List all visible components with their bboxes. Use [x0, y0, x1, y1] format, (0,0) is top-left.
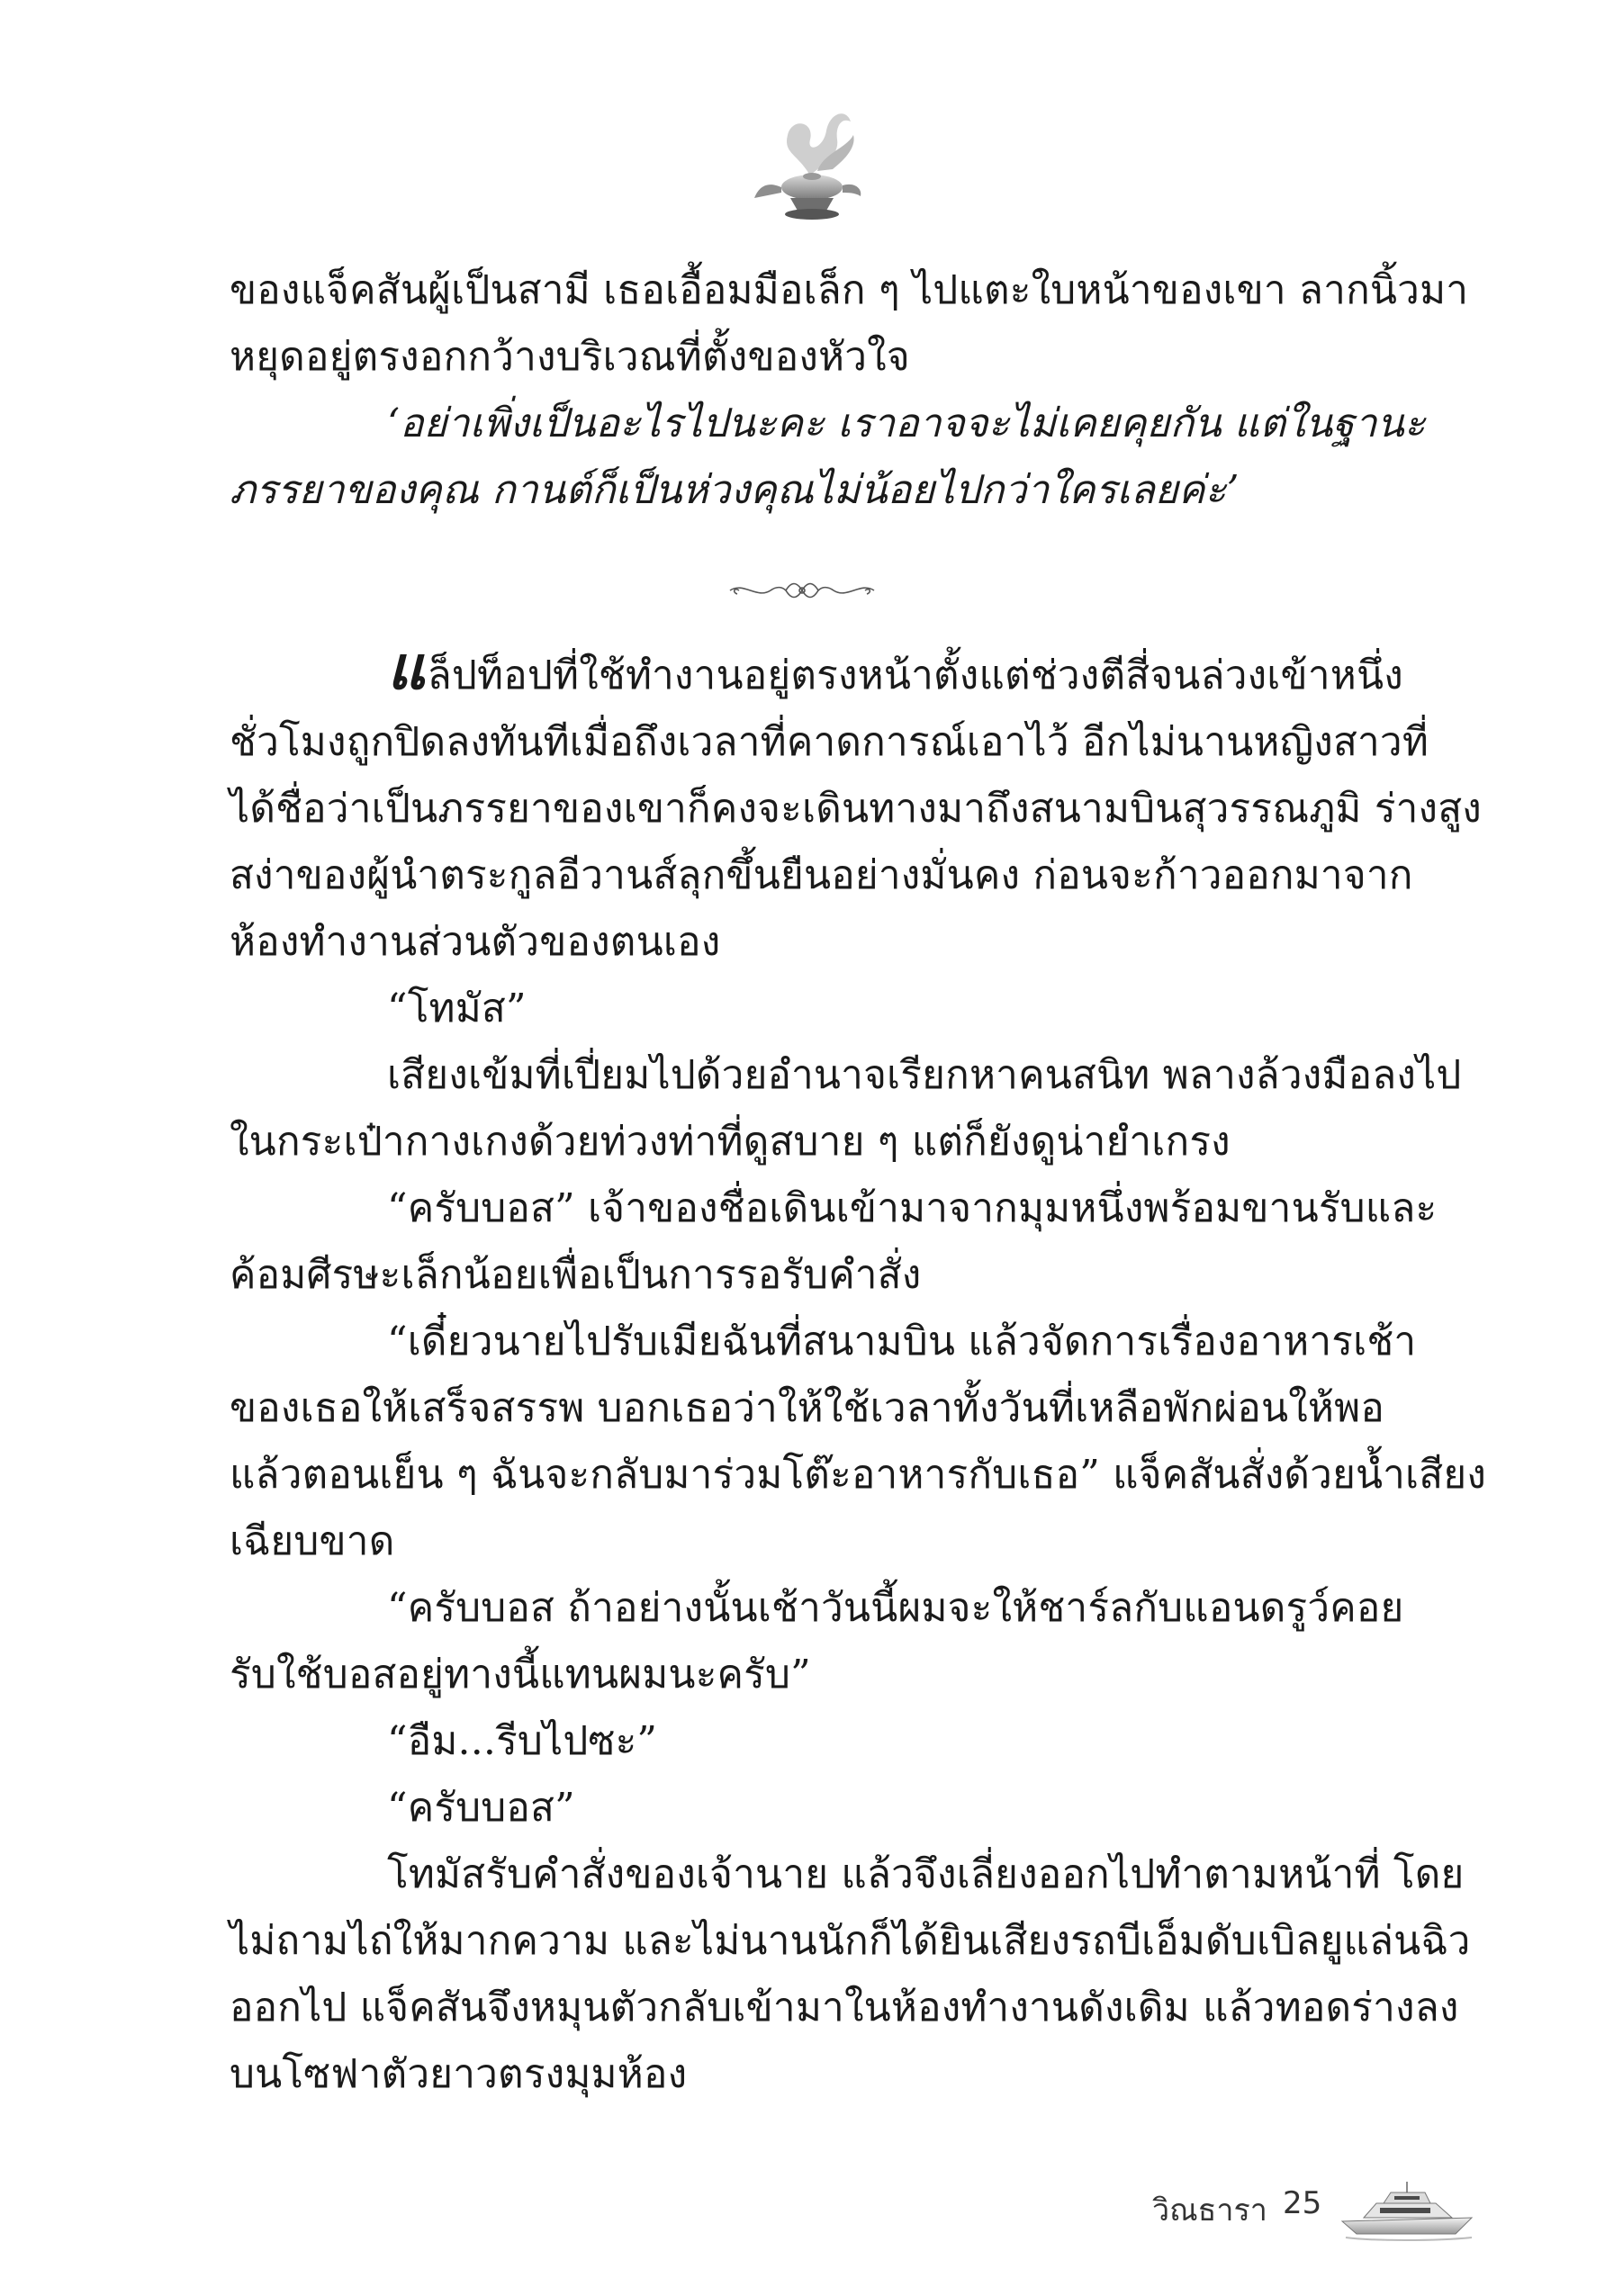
text-line: ได้ชื่อว่าเป็นภรรยาของเขาก็คงจะเดินทางมาถึงสนามบินสุวรรณภูมิ ร่างสูง	[230, 786, 1482, 832]
text-line: ออกไป แจ็คสันจึงหมุนตัวกลับเข้ามาในห้องทำงานดังเดิม แล้วทอดร่างลง	[230, 1985, 1459, 2030]
text-line: “โทมัส”	[387, 986, 527, 1031]
text-line: “เดี๋ยวนายไปรับเมียฉันที่สนามบิน แล้วจัดการเรื่องอาหารเช้า	[387, 1319, 1417, 1364]
drop-cap: แ	[387, 633, 426, 703]
text-line: ค้อมศีรษะเล็กน้อยเพื่อเป็นการรอรับคำสั่ง	[230, 1252, 922, 1298]
paragraph-continued	[230, 257, 1469, 524]
quote-line: ‘อย่าเพิ่งเป็นอะไรไปนะคะ เราอาจจะไม่เคยคุยกัน แต่ในฐานะ	[387, 401, 1426, 446]
text-line: ห้องทำงานส่วนตัวของตนเอง	[230, 919, 721, 965]
flourish-divider-icon	[721, 572, 883, 608]
text-line: “ครับบอส” เจ้าของชื่อเดินเข้ามาจากมุมหนึ่งพร้อมขานรับและ	[387, 1185, 1438, 1231]
text-line: “อืม...รีบไปซะ”	[387, 1718, 658, 1764]
text-line: เสียงเข้มที่เปี่ยมไปด้วยอำนาจเรียกหาคนสนิท พลางล้วงมือลงไป	[387, 1052, 1462, 1098]
yacht-icon	[1337, 2178, 1481, 2250]
text-line: สง่าของผู้นำตระกูลอีวานส์ลุกขึ้นยืนอย่างมั่นคง ก่อนจะก้าวออกมาจาก	[230, 852, 1413, 898]
text-line: “ครับบอส ถ้าอย่างนั้นเช้าวันนี้ผมจะให้ชาร์ลกับแอนดรูว์คอย	[387, 1585, 1404, 1631]
text-line: ของแจ็คสันผู้เป็นสามี เธอเอื้อมมือเล็ก ๆ ไปแตะใบหน้าของเขา ลากนิ้วมา	[230, 267, 1469, 313]
text-line: โทมัสรับคำสั่งของเจ้านาย แล้วจึงเลี่ยงออกไปทำตามหน้าที่ โดย	[387, 1851, 1465, 1897]
text-line: ชั่วโมงถูกปิดลงทันทีเมื่อถึงเวลาที่คาดการณ์เอาไว้ อีกไม่นานหญิงสาวที่	[230, 719, 1429, 765]
genie-lamp-icon	[747, 99, 882, 234]
text-line: แล้วตอนเย็น ๆ ฉันจะกลับมาร่วมโต๊ะอาหารกับเธอ” แจ็คสันสั่งด้วยน้ำเสียง	[230, 1452, 1487, 1498]
quote-line: ภรรยาของคุณ กานต์ก็เป็นห่วงคุณไม่น้อยไปกว่าใครเลยค่ะ’	[230, 467, 1240, 513]
text-line: หยุดอยู่ตรงอกกว้างบริเวณที่ตั้งของหัวใจ	[230, 334, 910, 380]
page-number: 25	[1283, 2185, 1322, 2221]
text-line: “ครับบอส”	[387, 1785, 575, 1831]
text-line: ของเธอให้เสร็จสรรพ บอกเธอว่าให้ใช้เวลาทั้งวันที่เหลือพักผ่อนให้พอ	[230, 1385, 1384, 1431]
paragraph-main	[230, 633, 1487, 2108]
text-line: ไม่ถามไถ่ให้มากความ และไม่นานนักก็ได้ยินเสียงรถบีเอ็มดับเบิลยูแล่นฉิว	[230, 1918, 1471, 1964]
first-line-text: ล็ปท็อปที่ใช้ทำงานอยู่ตรงหน้าตั้งแต่ช่วงตีสี่จนล่วงเข้าหนึ่ง	[427, 653, 1403, 698]
text-line: เฉียบขาด	[230, 1518, 395, 1564]
first-line	[230, 633, 1403, 709]
text-line: ในกระเป๋ากางเกงด้วยท่วงท่าที่ดูสบาย ๆ แต่ก็ยังดูน่ายำเกรง	[230, 1119, 1231, 1165]
text-line: บนโซฟาตัวยาวตรงมุมห้อง	[230, 2051, 688, 2097]
page-footer	[1152, 2178, 1512, 2250]
dialog-lines	[230, 976, 1487, 2108]
book-title: วิณธารา	[1152, 2192, 1267, 2228]
text-line: รับใช้บอสอยู่ทางนี้แทนผมนะครับ”	[230, 1652, 811, 1697]
